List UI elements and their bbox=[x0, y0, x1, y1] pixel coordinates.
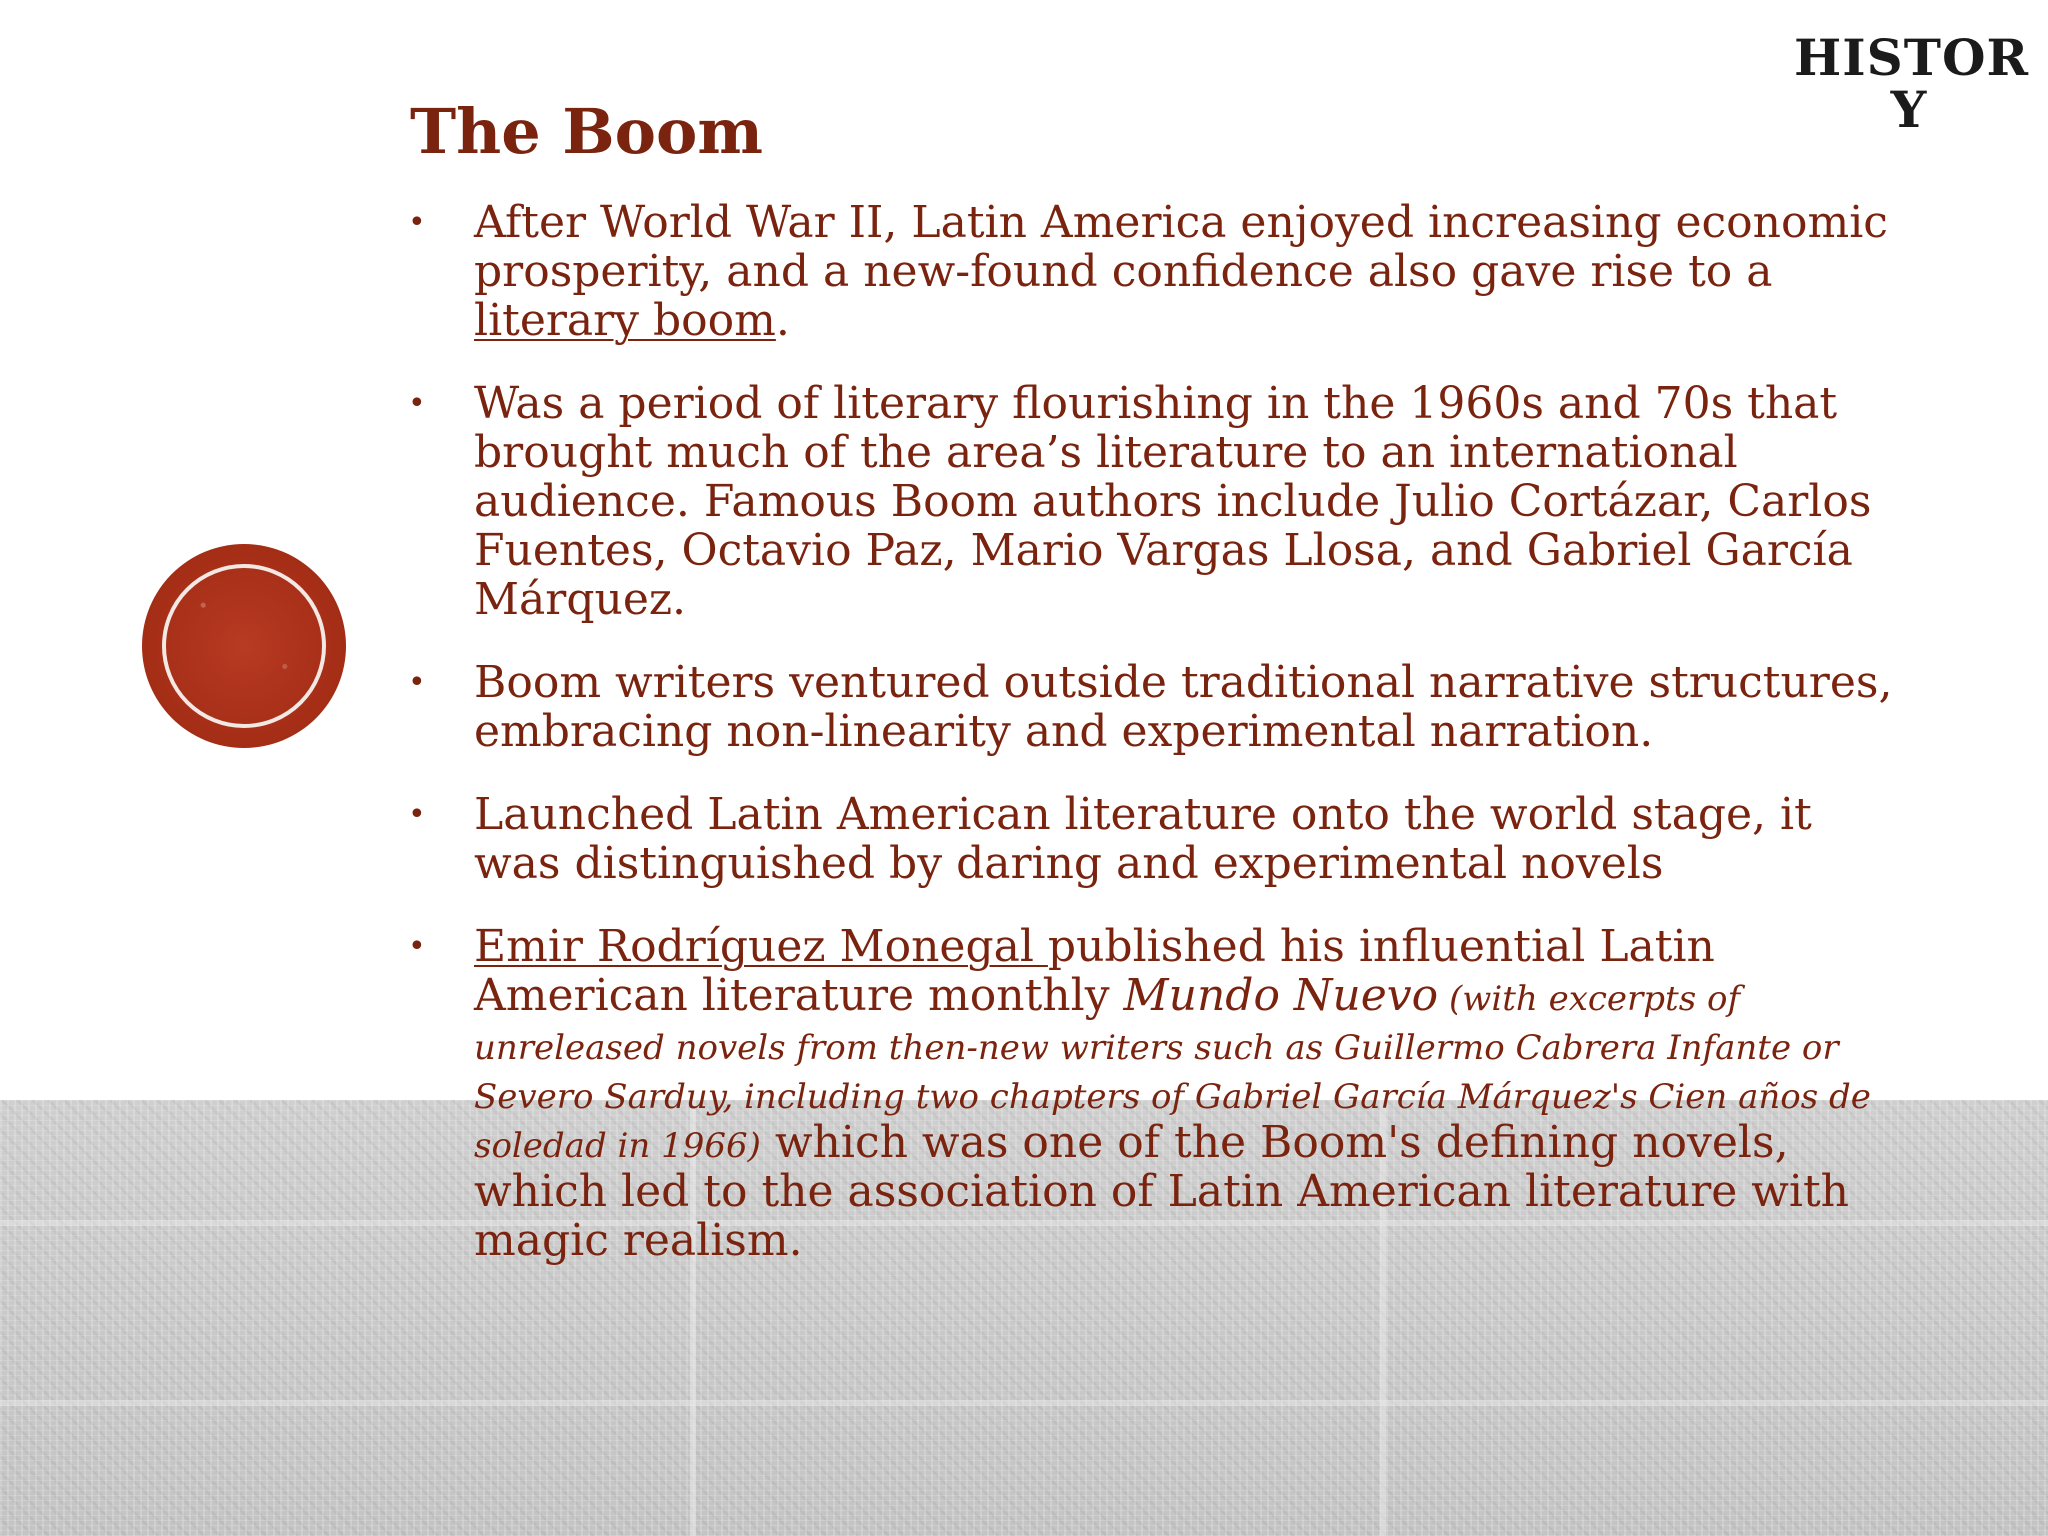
section-label-line2: Y bbox=[1890, 80, 1928, 139]
slide-title: The Boom bbox=[410, 95, 763, 168]
section-label bbox=[1794, 28, 2030, 139]
bullet-item bbox=[400, 790, 1900, 888]
badge-ring bbox=[162, 564, 326, 728]
bullet-text: Launched Latin American literature onto the world stage, it was distinguished by daring and experimental novels bbox=[474, 789, 1812, 889]
bullet-list bbox=[400, 198, 1900, 1299]
monegal-link[interactable]: Emir Rodríguez Monegal bbox=[474, 921, 1048, 972]
bullet-item bbox=[400, 198, 1900, 345]
bullet-text: After World War II, Latin America enjoyed increasing economic prosperity, and a new-found confidence also gave rise to a bbox=[474, 197, 1888, 297]
bullet-text: Was a period of literary flourishing in the 1960s and 70s that brought much of the area’s literature to an international audience. Famous Boom authors include Julio Cortázar, Carlos Fuentes, Octavio Paz, Mario Vargas Llosa, and Gabriel García Márquez. bbox=[474, 378, 1872, 625]
bullet-icon: • bbox=[408, 665, 426, 700]
band-line bbox=[0, 1400, 2048, 1406]
bullet-text-end: which was one of the Boom's defining novels, which led to the association of Latin American literature with magic realism. bbox=[474, 1117, 1849, 1266]
magazine-title: Mundo Nuevo bbox=[1123, 970, 1439, 1021]
bullet-item bbox=[400, 922, 1900, 1265]
bullet-icon: • bbox=[408, 797, 426, 832]
bullet-item bbox=[400, 379, 1900, 624]
section-label-line1: HISTOR bbox=[1794, 28, 2030, 87]
literary-boom-link[interactable]: literary boom bbox=[474, 295, 776, 346]
bullet-text: published his influential Latin American literature monthly bbox=[474, 921, 1715, 1021]
bullet-item bbox=[400, 658, 1900, 756]
bullet-aside: (with excerpts of unreleased novels from then-new writers such as Guillermo Cabrera Infante or Severo Sarduy, including two chapters of Gabriel García Márquez's Cien años de soledad in 1966) bbox=[474, 979, 1871, 1166]
bullet-icon: • bbox=[408, 205, 426, 240]
bullet-text: Boom writers ventured outside traditional narrative structures, embracing non-linearity and experimental narration. bbox=[474, 657, 1893, 757]
bullet-icon: • bbox=[408, 386, 426, 421]
decorative-circle-badge bbox=[142, 544, 346, 748]
bullet-text-end: . bbox=[775, 295, 790, 346]
bullet-icon: • bbox=[408, 929, 426, 964]
